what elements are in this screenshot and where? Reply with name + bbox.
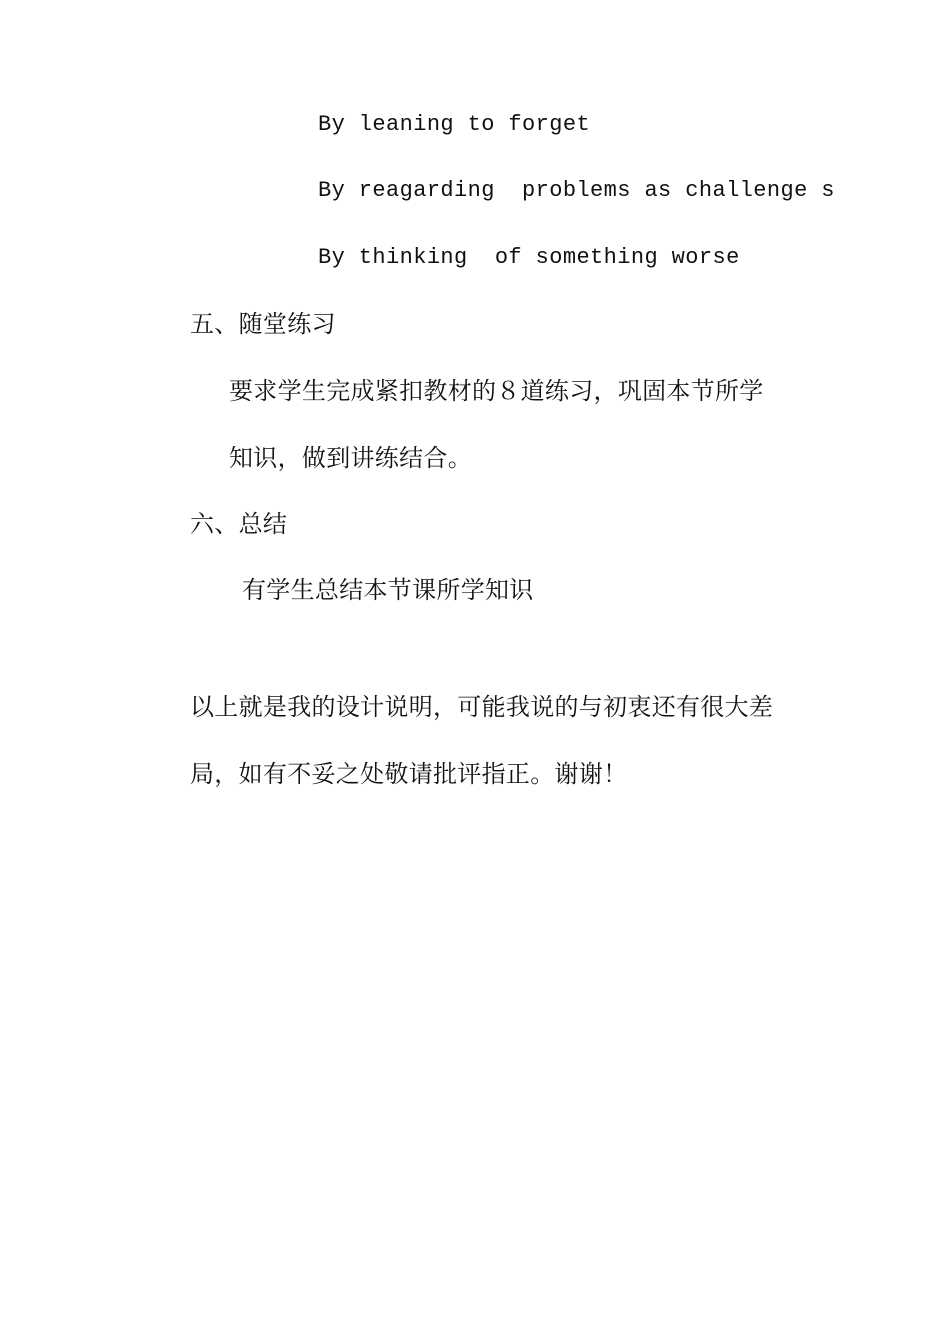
section-6-line-1: 有学生总结本节课所学知识 xyxy=(242,576,534,604)
section-6-heading: 六、总结 xyxy=(190,510,288,538)
section-5-line-1: 要求学生完成紧扣教材的８道练习，巩固本节所学 xyxy=(229,377,764,405)
closing-line-1: 以上就是我的设计说明，可能我说的与初衷还有很大差 xyxy=(190,693,774,721)
closing-line-2: 局，如有不妥之处敬请批评指正。谢谢！ xyxy=(190,760,628,788)
english-line-1: By leaning to forget xyxy=(318,112,591,137)
section-5-heading: 五、随堂练习 xyxy=(190,310,336,338)
section-5-line-2: 知识，做到讲练结合。 xyxy=(229,444,472,472)
english-line-3: By thinking of something worse xyxy=(318,245,740,270)
english-line-2: By reagarding problems as challenge s xyxy=(318,178,835,203)
